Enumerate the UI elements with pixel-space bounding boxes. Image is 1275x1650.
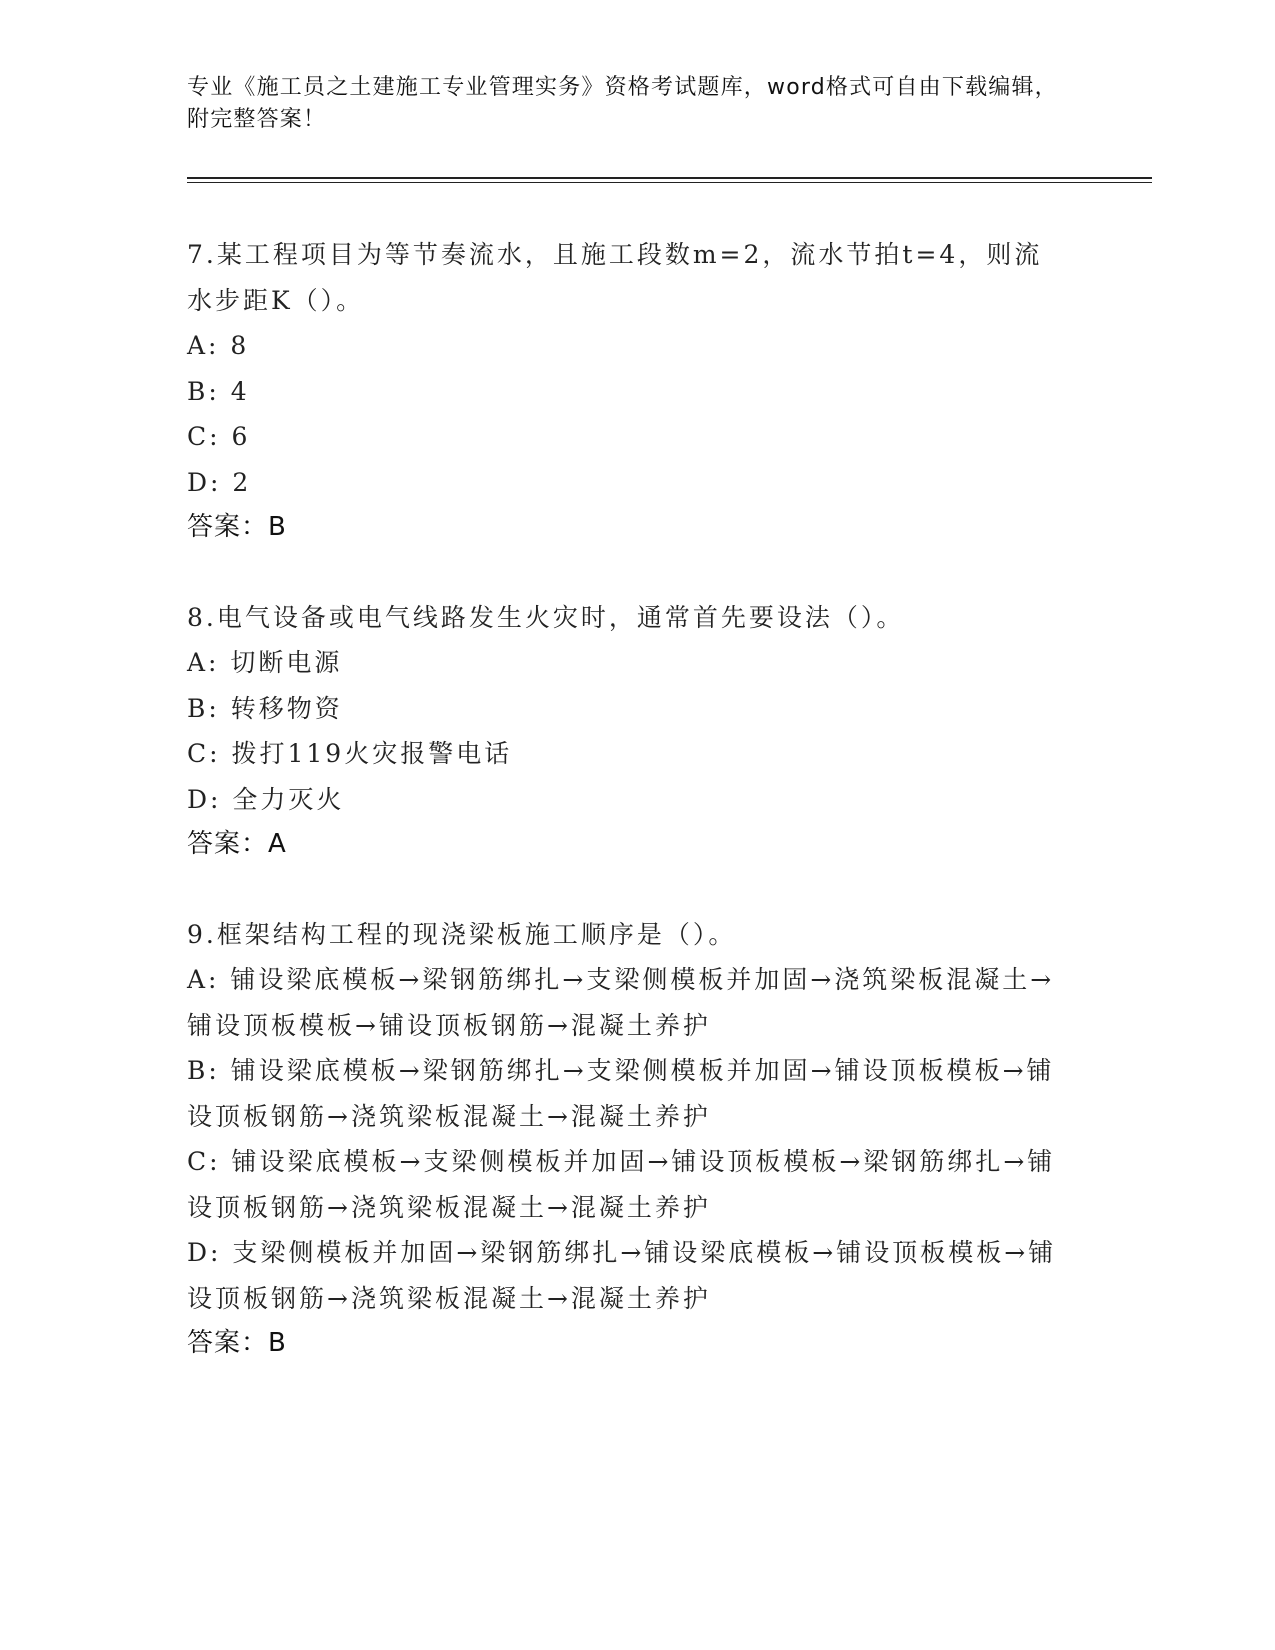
option-a: A: 8 <box>187 331 250 360</box>
option-b: B: 铺设梁底模板→梁钢筋绑扎→支梁侧模板并加固→铺设顶板模板→铺设顶板钢筋→浇筑梁板混凝土→混凝土养护 <box>187 1056 1055 1131</box>
option-d: D: 全力灭火 <box>187 784 345 814</box>
header-divider <box>187 177 1152 179</box>
answer-line: 答案：A <box>187 829 287 859</box>
option-a: A: 切断电源 <box>187 648 343 677</box>
header-divider-thin <box>187 182 1152 183</box>
option-d: D: 支梁侧模板并加固→梁钢筋绑扎→铺设梁底模板→铺设顶板模板→铺设顶板钢筋→浇筑梁板混凝土→混凝土养护 <box>187 1238 1057 1313</box>
option-b: B: 转移物资 <box>187 693 343 723</box>
option-c: C: 铺设梁底模板→支梁侧模板并加固→铺设顶板模板→梁钢筋绑扎→铺设顶板钢筋→浇筑梁板混凝土→混凝土养护 <box>187 1147 1056 1222</box>
question-8 <box>187 595 1067 868</box>
option-c: C: 6 <box>187 422 251 451</box>
question-stem: 7.某工程项目为等节奏流水，且施工段数m=2，流水节拍t=4，则流水步距K（）。 <box>187 240 1043 315</box>
option-a: A: 铺设梁底模板→梁钢筋绑扎→支梁侧模板并加固→浇筑梁板混凝土→铺设顶板模板→铺设顶板钢筋→混凝土养护 <box>187 965 1055 1040</box>
answer-line: 答案：B <box>187 512 287 542</box>
header-text: 专业《施工员之土建施工专业管理实务》资格考试题库，word格式可自由下载编辑，附完整答案！ <box>187 75 1058 132</box>
question-7 <box>187 232 1067 551</box>
question-stem: 9.框架结构工程的现浇梁板施工顺序是（）。 <box>187 919 737 949</box>
document-header <box>187 72 1067 136</box>
question-9 <box>187 912 1067 1367</box>
option-c: C: 拨打119火灾报警电话 <box>187 739 513 768</box>
question-stem: 8.电气设备或电气线路发生火灾时，通常首先要设法（）。 <box>187 602 905 632</box>
answer-line: 答案：B <box>187 1328 287 1358</box>
question-list <box>187 232 1067 1411</box>
option-b: B: 4 <box>187 376 250 406</box>
option-d: D: 2 <box>187 467 252 497</box>
